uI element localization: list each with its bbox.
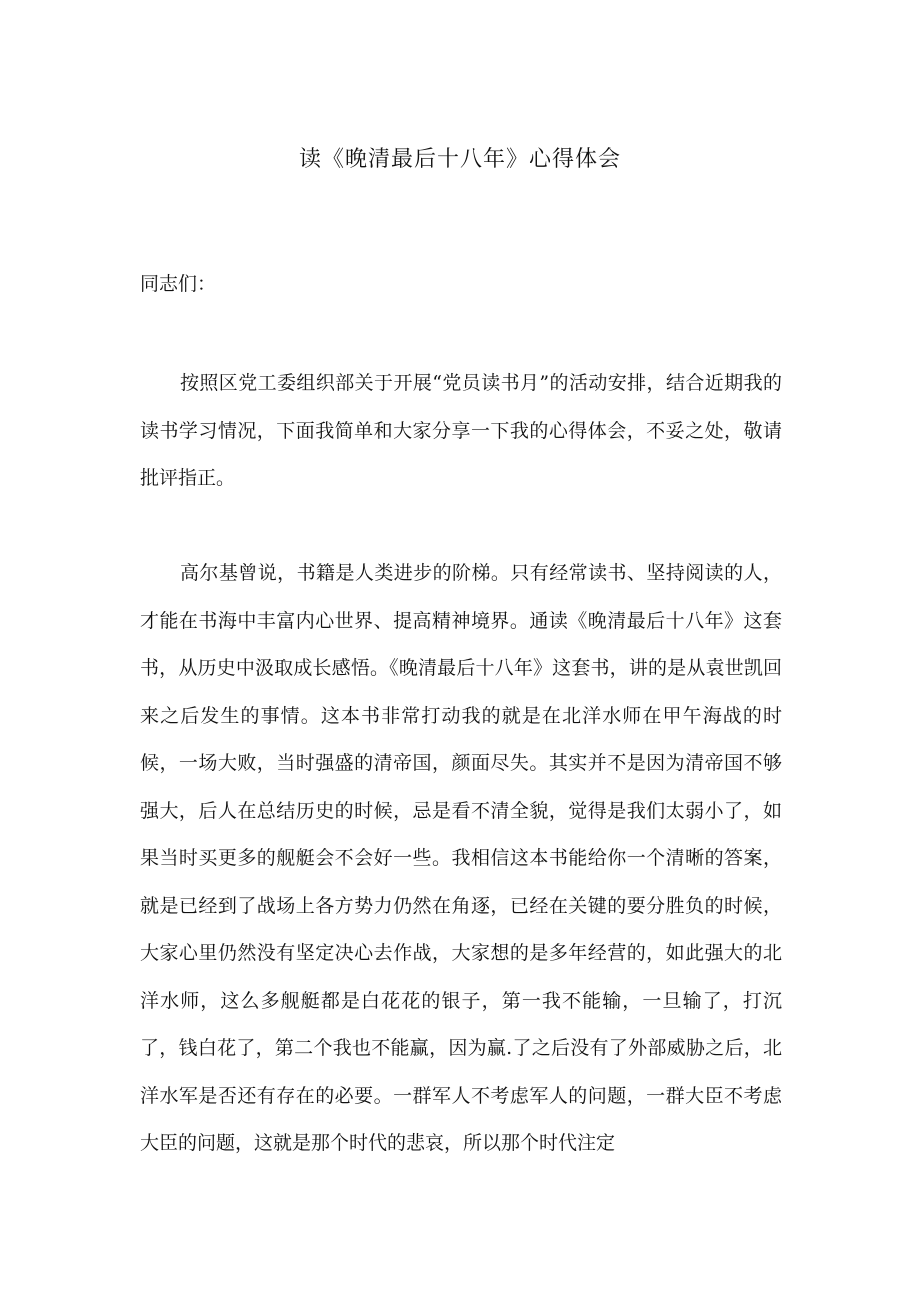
document-title: 读《晚清最后十八年》心得体会 <box>298 147 621 172</box>
paragraph-1: 按照区党工委组织部关于开展“党员读书月”的活动安排，结合近期我的读书学习情况，下面我简单和大家分享一下我的心得体会，不妥之处，敬请批评指正。 <box>140 372 782 489</box>
paragraph-2: 高尔基曾说，书籍是人类进步的阶梯。只有经常读书、坚持阅读的人，才能在书海中丰富内心世界、提高精神境界。通读《晚清最后十八年》这套书，从历史中汲取成长感悟。《晚清最后十八年》这套书，讲的是从袁世凯回来之后发生的事情。这本书非常打动我的就是在北洋水师在甲午海战的时候，一场大败，当时强盛的清帝国，颜面尽失。其实并不是因为清帝国不够强大，后人在总结历史的时候，忌是看不清全貌，觉得是我们太弱小了，如果当时买更多的舰艇会不会好一些。我相信这本书能给你一个清晰的答案，就是已经到了战场上各方势力仍然在角逐，已经在关键的要分胜负的时候，大家心里仍然没有坚定决心去作战，大家想的是多年经营的，如此强大的北洋水师，这么多舰艇都是白花花的银子，第一我不能输，一旦输了，打沉了，钱白花了，第二个我也不能赢，因为赢.了之后没有了外部威胁之后，北洋水军是否还有存在的必要。一群军人不考虑军人的问题，一群大臣不考虑大臣的问题，这就是那个时代的悲哀，所以那个时代注定 <box>140 562 782 1154</box>
salutation: 同志们： <box>140 273 217 295</box>
